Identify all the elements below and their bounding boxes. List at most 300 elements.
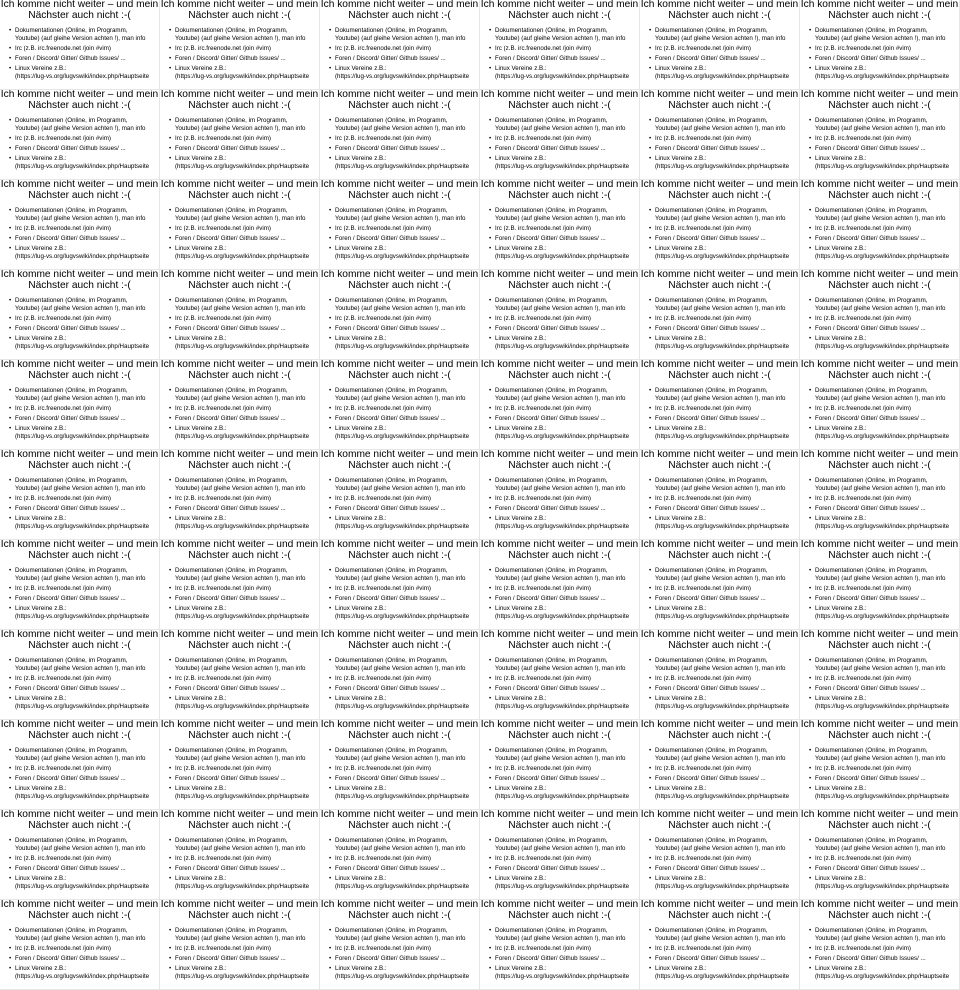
list-item: [329, 477, 479, 493]
slide-thumbnail[interactable]: [160, 90, 320, 180]
list-item-text: Foren / Discord/ Gitter/ Github Issues/ ...: [655, 504, 766, 512]
list-item: [809, 235, 959, 243]
list-item-text: Irc (z.B. irc.freenode.net /join #vim): [815, 584, 911, 592]
slide-thumbnail[interactable]: [800, 0, 960, 90]
bullet-icon: •: [9, 954, 12, 962]
slide-thumbnail[interactable]: [320, 540, 480, 630]
slide-title: Ich komme nicht weiter – und mein Nächster auch nicht :-(: [0, 360, 159, 381]
list-item: [809, 65, 959, 81]
bullet-icon: •: [169, 27, 172, 34]
list-item-text: Foren / Discord/ Gitter/ Github Issues/ ...: [335, 54, 446, 62]
list-item: [169, 855, 319, 863]
bullet-icon: •: [489, 494, 492, 502]
bullet-icon: •: [809, 784, 812, 792]
list-item: [489, 297, 639, 313]
list-item-text: Irc (z.B. irc.freenode.net /join #vim): [815, 44, 911, 52]
list-item: [489, 235, 639, 243]
slide-thumbnail[interactable]: [640, 0, 800, 90]
list-item-text: Dokumentationen (Online, im Programm, Youtube) (auf gleihe Version achten !), man info: [15, 567, 146, 582]
bullet-icon: •: [649, 864, 652, 872]
list-item: [9, 145, 159, 153]
list-item: [809, 415, 959, 423]
slide-thumbnail[interactable]: [480, 450, 640, 540]
bullet-icon: •: [649, 404, 652, 412]
slide-thumbnail[interactable]: [160, 450, 320, 540]
list-item-text: Linux Vereine z.B.: (https://lug-vs.org/lugvswiki/index.php/Hauptseite: [335, 874, 470, 890]
list-item: [809, 297, 959, 313]
slide-thumbnail[interactable]: [480, 0, 640, 90]
list-item-text: Linux Vereine z.B.: (https://lug-vs.org/lugvswiki/index.php/Hauptseite: [655, 604, 790, 620]
list-item: [489, 415, 639, 423]
list-item: [9, 405, 159, 413]
list-item: [329, 207, 479, 223]
bullet-icon: •: [489, 927, 492, 934]
list-item: [809, 55, 959, 63]
list-item-text: Irc (z.B. irc.freenode.net /join #vim): [15, 404, 111, 412]
slide-thumbnail[interactable]: [0, 450, 160, 540]
list-item: [489, 965, 639, 981]
bullet-icon: •: [329, 584, 332, 592]
bullet-icon: •: [9, 494, 12, 502]
slide-bullet-list: [160, 747, 319, 800]
slide-thumbnail[interactable]: [480, 90, 640, 180]
slide-thumbnail[interactable]: [480, 900, 640, 990]
list-item-text: Irc (z.B. irc.freenode.net /join #vim): [495, 674, 591, 682]
bullet-icon: •: [9, 764, 12, 772]
slide-bullet-list: [160, 117, 319, 170]
list-item: [649, 875, 799, 891]
list-item-text: Linux Vereine z.B.: (https://lug-vs.org/lugvswiki/index.php/Hauptseite: [335, 64, 470, 80]
bullet-icon: •: [809, 567, 812, 574]
slide-thumbnail[interactable]: [160, 180, 320, 270]
list-item: [489, 695, 639, 711]
slide-thumbnail[interactable]: [0, 360, 160, 450]
slide-thumbnail[interactable]: [480, 270, 640, 360]
list-item: [329, 335, 479, 351]
list-item-text: Dokumentationen (Online, im Programm, Youtube) (auf gleihe Version achten !), man info: [175, 927, 306, 942]
slide-thumbnail[interactable]: [640, 270, 800, 360]
slide-thumbnail[interactable]: [320, 720, 480, 810]
list-item: [169, 387, 319, 403]
list-item: [809, 965, 959, 981]
slide-thumbnail[interactable]: [160, 0, 320, 90]
list-item-text: Linux Vereine z.B.: (https://lug-vs.org/lugvswiki/index.php/Hauptseite: [495, 64, 630, 80]
list-item-text: Linux Vereine z.B.: (https://lug-vs.org/lugvswiki/index.php/Hauptseite: [655, 514, 790, 530]
list-item: [809, 605, 959, 621]
list-item: [489, 145, 639, 153]
slide-thumbnail[interactable]: [0, 630, 160, 720]
bullet-icon: •: [169, 854, 172, 862]
list-item-text: Dokumentationen (Online, im Programm, Youtube) (auf gleihe Version achten !), man info: [175, 657, 306, 672]
slide-thumbnail[interactable]: [320, 90, 480, 180]
list-item: [329, 595, 479, 603]
list-item-text: Irc (z.B. irc.freenode.net /join #vim): [15, 854, 111, 862]
list-item: [809, 927, 959, 943]
list-item: [809, 567, 959, 583]
slide-title: Ich komme nicht weiter – und mein Nächster auch nicht :-(: [480, 810, 639, 831]
bullet-icon: •: [489, 694, 492, 702]
slide-thumbnail[interactable]: [800, 450, 960, 540]
slide-title: Ich komme nicht weiter – und mein Nächster auch nicht :-(: [480, 720, 639, 741]
slide-thumbnail[interactable]: [800, 810, 960, 900]
slide-thumbnail[interactable]: [0, 540, 160, 630]
slide-title: Ich komme nicht weiter – und mein Nächster auch nicht :-(: [640, 180, 799, 201]
slide-thumbnail[interactable]: [320, 900, 480, 990]
list-item: [329, 945, 479, 953]
list-item-text: Foren / Discord/ Gitter/ Github Issues/ ...: [815, 54, 926, 62]
slide-bullet-list: [320, 477, 479, 530]
list-item: [9, 27, 159, 43]
slide-thumbnail[interactable]: [800, 720, 960, 810]
list-item: [9, 495, 159, 503]
list-item: [169, 945, 319, 953]
bullet-icon: •: [489, 144, 492, 152]
slide-title: Ich komme nicht weiter – und mein Nächster auch nicht :-(: [320, 180, 479, 201]
list-item-text: Irc (z.B. irc.freenode.net /join #vim): [815, 224, 911, 232]
slide-thumbnail[interactable]: [160, 900, 320, 990]
slide-thumbnail[interactable]: [480, 630, 640, 720]
slide-thumbnail[interactable]: [160, 360, 320, 450]
bullet-icon: •: [329, 854, 332, 862]
list-item-text: Linux Vereine z.B.: (https://lug-vs.org/lugvswiki/index.php/Hauptseite: [815, 604, 950, 620]
list-item: [809, 387, 959, 403]
slide-thumbnail[interactable]: [800, 900, 960, 990]
list-item: [649, 477, 799, 493]
list-item-text: Foren / Discord/ Gitter/ Github Issues/ ...: [815, 234, 926, 242]
slide-bullet-list: [0, 117, 159, 170]
list-item: [169, 505, 319, 513]
list-item: [489, 675, 639, 683]
slide-thumbnail[interactable]: [0, 270, 160, 360]
slide-thumbnail[interactable]: [480, 720, 640, 810]
list-item: [489, 775, 639, 783]
bullet-icon: •: [489, 874, 492, 882]
bullet-icon: •: [169, 584, 172, 592]
slide-title: Ich komme nicht weiter – und mein Nächster auch nicht :-(: [0, 540, 159, 561]
slide-bullet-list: [320, 117, 479, 170]
slide-bullet-list: [800, 657, 959, 710]
slide-thumbnail[interactable]: [320, 360, 480, 450]
list-item-text: Dokumentationen (Online, im Programm, Youtube) (auf gleihe Version achten !), man info: [495, 567, 626, 582]
slide-thumbnail[interactable]: [0, 900, 160, 990]
slide-bullet-list: [320, 747, 479, 800]
slide-thumbnail[interactable]: [640, 90, 800, 180]
slide-thumbnail[interactable]: [320, 180, 480, 270]
list-item: [329, 837, 479, 853]
list-item-text: Irc (z.B. irc.freenode.net /join #vim): [335, 854, 431, 862]
list-item-text: Foren / Discord/ Gitter/ Github Issues/ ...: [655, 144, 766, 152]
slide-thumbnail[interactable]: [480, 810, 640, 900]
slide-thumbnail[interactable]: [320, 810, 480, 900]
list-item: [649, 605, 799, 621]
bullet-icon: •: [649, 694, 652, 702]
list-item: [649, 855, 799, 863]
slide-bullet-list: [320, 387, 479, 440]
slide-thumbnail[interactable]: [640, 720, 800, 810]
slide-title: Ich komme nicht weiter – und mein Nächster auch nicht :-(: [320, 0, 479, 21]
list-item: [489, 387, 639, 403]
slide-thumbnail[interactable]: [800, 180, 960, 270]
slide-title: Ich komme nicht weiter – und mein Nächster auch nicht :-(: [0, 0, 159, 21]
slide-thumbnail[interactable]: [0, 0, 160, 90]
list-item: [169, 325, 319, 333]
bullet-icon: •: [649, 207, 652, 214]
list-item-text: Irc (z.B. irc.freenode.net /join #vim): [175, 314, 271, 322]
slide-title: Ich komme nicht weiter – und mein Nächster auch nicht :-(: [160, 180, 319, 201]
slide-thumbnail[interactable]: [640, 450, 800, 540]
slide-thumbnail[interactable]: [320, 270, 480, 360]
slide-bullet-list: [800, 747, 959, 800]
list-item: [489, 325, 639, 333]
bullet-icon: •: [489, 64, 492, 72]
slide-thumbnail[interactable]: [640, 360, 800, 450]
slide-bullet-list: [800, 567, 959, 620]
list-item-text: Dokumentationen (Online, im Programm, Youtube) (auf gleihe Version achten !), man info: [335, 27, 466, 42]
bullet-icon: •: [649, 784, 652, 792]
bullet-icon: •: [649, 297, 652, 304]
slide-thumbnail[interactable]: [480, 540, 640, 630]
slide-thumbnail[interactable]: [800, 270, 960, 360]
list-item-text: Irc (z.B. irc.freenode.net /join #vim): [495, 44, 591, 52]
list-item-text: Dokumentationen (Online, im Programm, Youtube) (auf gleihe Version achten !), man info: [175, 117, 306, 132]
slide-thumbnail[interactable]: [800, 630, 960, 720]
list-item: [9, 567, 159, 583]
list-item-text: Dokumentationen (Online, im Programm, Youtube) (auf gleihe Version achten !), man info: [815, 657, 946, 672]
slide-thumbnail[interactable]: [320, 450, 480, 540]
bullet-icon: •: [329, 784, 332, 792]
list-item: [329, 135, 479, 143]
list-item-text: Irc (z.B. irc.freenode.net /join #vim): [655, 404, 751, 412]
slide-bullet-list: [320, 567, 479, 620]
slide-thumbnail[interactable]: [160, 720, 320, 810]
bullet-icon: •: [329, 927, 332, 934]
list-item-text: Foren / Discord/ Gitter/ Github Issues/ ...: [335, 234, 446, 242]
list-item-text: Foren / Discord/ Gitter/ Github Issues/ ...: [175, 54, 286, 62]
slide-title: Ich komme nicht weiter – und mein Nächster auch nicht :-(: [480, 360, 639, 381]
slide-bullet-list: [480, 207, 639, 260]
list-item: [649, 155, 799, 171]
list-item: [809, 505, 959, 513]
bullet-icon: •: [489, 864, 492, 872]
slide-title: Ich komme nicht weiter – und mein Nächster auch nicht :-(: [480, 90, 639, 111]
list-item-text: Linux Vereine z.B.: (https://lug-vs.org/lugvswiki/index.php/Hauptseite: [175, 424, 310, 440]
slide-thumbnail[interactable]: [640, 900, 800, 990]
slide-title: Ich komme nicht weiter – und mein Nächster auch nicht :-(: [160, 90, 319, 111]
list-item: [649, 747, 799, 763]
bullet-icon: •: [169, 604, 172, 612]
slide-thumbnail[interactable]: [160, 630, 320, 720]
list-item: [169, 765, 319, 773]
bullet-icon: •: [809, 314, 812, 322]
list-item-text: Linux Vereine z.B.: (https://lug-vs.org/lugvswiki/index.php/Hauptseite: [495, 154, 630, 170]
slide-thumbnail[interactable]: [800, 90, 960, 180]
bullet-icon: •: [649, 414, 652, 422]
slide-thumbnail[interactable]: [640, 810, 800, 900]
list-item-text: Dokumentationen (Online, im Programm, Youtube) (auf gleihe Version achten !), man info: [815, 567, 946, 582]
list-item: [9, 837, 159, 853]
slide-bullet-list: [640, 27, 799, 80]
list-item: [649, 585, 799, 593]
slide-title: Ich komme nicht weiter – und mein Nächster auch nicht :-(: [800, 270, 959, 291]
slide-bullet-list: [640, 747, 799, 800]
bullet-icon: •: [649, 954, 652, 962]
slide-thumbnail[interactable]: [160, 810, 320, 900]
list-item: [649, 765, 799, 773]
bullet-icon: •: [649, 944, 652, 952]
list-item-text: Dokumentationen (Online, im Programm, Youtube) (auf gleihe Version achten !), man info: [175, 297, 306, 312]
list-item: [169, 145, 319, 153]
bullet-icon: •: [329, 54, 332, 62]
list-item-text: Foren / Discord/ Gitter/ Github Issues/ ...: [815, 774, 926, 782]
bullet-icon: •: [489, 567, 492, 574]
list-item-text: Foren / Discord/ Gitter/ Github Issues/ ...: [495, 144, 606, 152]
slide-title: Ich komme nicht weiter – und mein Nächster auch nicht :-(: [0, 450, 159, 471]
bullet-icon: •: [9, 244, 12, 252]
list-item: [9, 245, 159, 261]
list-item: [809, 765, 959, 773]
bullet-icon: •: [169, 144, 172, 152]
list-item-text: Foren / Discord/ Gitter/ Github Issues/ ...: [815, 414, 926, 422]
list-item-text: Linux Vereine z.B.: (https://lug-vs.org/lugvswiki/index.php/Hauptseite: [15, 64, 150, 80]
list-item-text: Dokumentationen (Online, im Programm, Youtube) (auf gleihe Version achten !), man info: [815, 837, 946, 852]
slide-title: Ich komme nicht weiter – und mein Nächster auch nicht :-(: [320, 900, 479, 921]
list-item: [329, 387, 479, 403]
slide-bullet-list: [320, 27, 479, 80]
bullet-icon: •: [809, 414, 812, 422]
list-item-text: Dokumentationen (Online, im Programm, Youtube) (auf gleihe Version achten !), man info: [335, 567, 466, 582]
list-item: [9, 65, 159, 81]
list-item-text: Irc (z.B. irc.freenode.net /join #vim): [15, 314, 111, 322]
bullet-icon: •: [809, 747, 812, 754]
slide-thumbnail[interactable]: [640, 630, 800, 720]
slide-title: Ich komme nicht weiter – und mein Nächster auch nicht :-(: [480, 0, 639, 21]
list-item-text: Dokumentationen (Online, im Programm, Youtube) (auf gleihe Version achten !), man info: [495, 657, 626, 672]
slide-thumbnail[interactable]: [0, 810, 160, 900]
bullet-icon: •: [329, 874, 332, 882]
slide-thumbnail[interactable]: [640, 540, 800, 630]
slide-thumbnail[interactable]: [320, 0, 480, 90]
list-item-text: Linux Vereine z.B.: (https://lug-vs.org/lugvswiki/index.php/Hauptseite: [655, 64, 790, 80]
list-item: [649, 775, 799, 783]
slide-title: Ich komme nicht weiter – und mein Nächster auch nicht :-(: [480, 450, 639, 471]
list-item: [169, 245, 319, 261]
bullet-icon: •: [809, 694, 812, 702]
list-item-text: Foren / Discord/ Gitter/ Github Issues/ ...: [815, 684, 926, 692]
list-item-text: Linux Vereine z.B.: (https://lug-vs.org/lugvswiki/index.php/Hauptseite: [335, 964, 470, 980]
list-item: [489, 567, 639, 583]
list-item: [329, 657, 479, 673]
list-item-text: Foren / Discord/ Gitter/ Github Issues/ ...: [335, 504, 446, 512]
slide-thumbnail[interactable]: [0, 180, 160, 270]
list-item: [649, 595, 799, 603]
list-item-text: Irc (z.B. irc.freenode.net /join #vim): [655, 494, 751, 502]
slide-thumbnail[interactable]: [480, 360, 640, 450]
list-item-text: Irc (z.B. irc.freenode.net /join #vim): [655, 44, 751, 52]
bullet-icon: •: [649, 244, 652, 252]
list-item-text: Linux Vereine z.B.: (https://lug-vs.org/lugvswiki/index.php/Hauptseite: [495, 244, 630, 260]
list-item: [329, 685, 479, 693]
slide-bullet-list: [480, 387, 639, 440]
slide-bullet-list: [480, 837, 639, 890]
list-item-text: Foren / Discord/ Gitter/ Github Issues/ ...: [15, 54, 126, 62]
slide-bullet-list: [160, 927, 319, 980]
list-item-text: Foren / Discord/ Gitter/ Github Issues/ ...: [15, 864, 126, 872]
list-item: [169, 605, 319, 621]
slide-thumbnail[interactable]: [320, 630, 480, 720]
bullet-icon: •: [809, 774, 812, 782]
slide-thumbnail[interactable]: [640, 180, 800, 270]
list-item-text: Linux Vereine z.B.: (https://lug-vs.org/lugvswiki/index.php/Hauptseite: [15, 874, 150, 890]
list-item-text: Linux Vereine z.B.: (https://lug-vs.org/lugvswiki/index.php/Hauptseite: [15, 244, 150, 260]
list-item: [329, 955, 479, 963]
list-item-text: Linux Vereine z.B.: (https://lug-vs.org/lugvswiki/index.php/Hauptseite: [655, 154, 790, 170]
bullet-icon: •: [169, 944, 172, 952]
bullet-icon: •: [169, 44, 172, 52]
list-item-text: Linux Vereine z.B.: (https://lug-vs.org/lugvswiki/index.php/Hauptseite: [655, 874, 790, 890]
list-item: [329, 27, 479, 43]
list-item: [9, 875, 159, 891]
slide-thumbnail[interactable]: [480, 180, 640, 270]
list-item-text: Irc (z.B. irc.freenode.net /join #vim): [495, 224, 591, 232]
slide-bullet-list: [640, 117, 799, 170]
bullet-icon: •: [649, 604, 652, 612]
list-item: [169, 55, 319, 63]
bullet-icon: •: [649, 837, 652, 844]
slide-bullet-list: [320, 657, 479, 710]
bullet-icon: •: [809, 234, 812, 242]
slide-title: Ich komme nicht weiter – und mein Nächster auch nicht :-(: [0, 720, 159, 741]
bullet-icon: •: [809, 297, 812, 304]
list-item: [329, 515, 479, 531]
bullet-icon: •: [489, 764, 492, 772]
slide-thumbnail[interactable]: [160, 540, 320, 630]
list-item-text: Dokumentationen (Online, im Programm, Youtube) (auf gleihe Version achten !), man info: [335, 927, 466, 942]
list-item: [329, 235, 479, 243]
list-item: [329, 117, 479, 133]
slide-bullet-list: [480, 477, 639, 530]
list-item-text: Foren / Discord/ Gitter/ Github Issues/ ...: [175, 684, 286, 692]
bullet-icon: •: [9, 584, 12, 592]
slide-thumbnail[interactable]: [0, 90, 160, 180]
list-item-text: Dokumentationen (Online, im Programm, Youtube) (auf gleihe Version achten !), man info: [655, 567, 786, 582]
list-item: [329, 927, 479, 943]
bullet-icon: •: [9, 54, 12, 62]
slide-thumbnail[interactable]: [800, 360, 960, 450]
list-item: [489, 875, 639, 891]
list-item: [9, 45, 159, 53]
list-item-text: Linux Vereine z.B.: (https://lug-vs.org/lugvswiki/index.php/Hauptseite: [815, 334, 950, 350]
list-item: [809, 207, 959, 223]
slide-thumbnail[interactable]: [0, 720, 160, 810]
list-item: [489, 685, 639, 693]
list-item: [649, 335, 799, 351]
slide-thumbnail[interactable]: [800, 540, 960, 630]
slide-title: Ich komme nicht weiter – und mein Nächster auch nicht :-(: [320, 810, 479, 831]
slide-title: Ich komme nicht weiter – und mein Nächster auch nicht :-(: [0, 810, 159, 831]
list-item-text: Dokumentationen (Online, im Programm, Youtube) (auf gleihe Version achten !), man info: [335, 837, 466, 852]
list-item-text: Irc (z.B. irc.freenode.net /join #vim): [655, 314, 751, 322]
list-item-text: Foren / Discord/ Gitter/ Github Issues/ ...: [335, 954, 446, 962]
list-item-text: Dokumentationen (Online, im Programm, Youtube) (auf gleihe Version achten !), man info: [175, 387, 306, 402]
bullet-icon: •: [809, 27, 812, 34]
list-item: [9, 335, 159, 351]
slide-thumbnail[interactable]: [160, 270, 320, 360]
list-item-text: Dokumentationen (Online, im Programm, Youtube) (auf gleihe Version achten !), man info: [495, 837, 626, 852]
list-item: [9, 425, 159, 441]
bullet-icon: •: [329, 604, 332, 612]
list-item-text: Dokumentationen (Online, im Programm, Youtube) (auf gleihe Version achten !), man info: [495, 207, 626, 222]
bullet-icon: •: [489, 297, 492, 304]
